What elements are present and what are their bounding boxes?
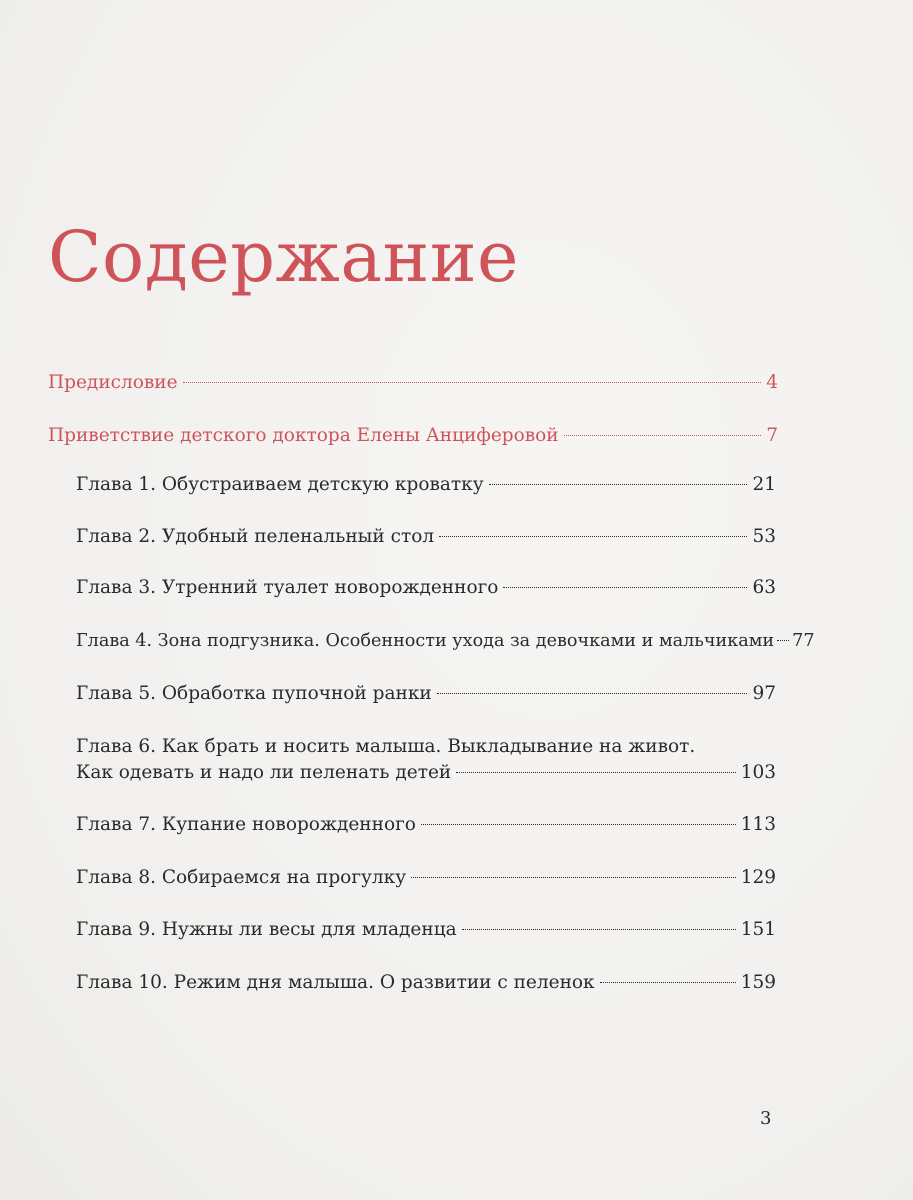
dot-leader: [421, 824, 736, 825]
dot-leader: [489, 484, 748, 485]
toc-entry-greeting[interactable]: [48, 424, 778, 448]
toc-entry-label: Глава 5. Обработка пупочной ранки: [76, 683, 432, 704]
toc-entry-chapter-9[interactable]: [76, 918, 776, 942]
toc-entry-label: Приветствие детского доктора Елены Анциферовой: [48, 425, 559, 446]
toc-entry-chapter-5[interactable]: [76, 682, 776, 706]
toc-entry-label: Глава 9. Нужны ли весы для младенца: [76, 919, 457, 940]
toc-entry-page: 159: [740, 972, 776, 993]
toc-entry-page: 97: [752, 683, 776, 704]
dot-leader: [564, 435, 762, 436]
dot-leader: [503, 587, 747, 588]
toc-entry-label: Глава 10. Режим дня малыша. О развитии с пеленок: [76, 972, 595, 993]
toc-entry-page: 129: [740, 867, 776, 888]
toc-entry-chapter-4[interactable]: [76, 629, 815, 653]
toc-entry-chapter-3[interactable]: [76, 576, 776, 600]
dot-leader: [462, 929, 736, 930]
toc-entry-chapter-8[interactable]: [76, 866, 776, 890]
toc-entry-label: Глава 2. Удобный пеленальный стол: [76, 526, 435, 547]
toc-entry-label: Глава 1. Обустраиваем детскую кроватку: [76, 474, 484, 495]
dot-leader: [437, 693, 748, 694]
toc-entry-label: Глава 3. Утренний туалет новорожденного: [76, 577, 499, 598]
toc-entry-page: 4: [766, 372, 778, 393]
toc-entry-label: Предисловие: [48, 372, 178, 393]
toc-entry-chapter-1[interactable]: [76, 473, 776, 497]
dot-leader: [183, 382, 762, 383]
toc-entry-page: 21: [752, 474, 776, 495]
toc-entry-chapter-7[interactable]: [76, 813, 776, 837]
dot-leader: [456, 772, 735, 773]
toc-entry-preface[interactable]: [48, 371, 778, 395]
toc-entry-chapter-6[interactable]: [76, 761, 776, 785]
toc-entry-chapter-6-line-1[interactable]: Глава 6. Как брать и носить малыша. Выкладывание на живот.: [76, 736, 696, 757]
toc-entry-page: 103: [740, 762, 776, 783]
dot-leader: [777, 640, 789, 641]
toc-entry-page: 151: [740, 919, 776, 940]
toc-entry-label: Глава 7. Купание новорожденного: [76, 814, 416, 835]
toc-entry-page: 63: [752, 577, 776, 598]
page-number: 3: [760, 1108, 772, 1129]
dot-leader: [411, 877, 736, 878]
toc-entry-label: Как одевать и надо ли пеленать детей: [76, 762, 452, 783]
toc-entry-chapter-10[interactable]: [76, 971, 776, 995]
toc-entry-page: 53: [752, 526, 776, 547]
toc-entry-label: Глава 4. Зона подгузника. Особенности ухода за девочками и мальчиками: [76, 631, 775, 651]
toc-entry-page: 7: [766, 425, 778, 446]
page-title: Содержание: [48, 216, 519, 298]
toc-entry-label: Глава 8. Собираемся на прогулку: [76, 867, 407, 888]
toc-entry-page: 77: [792, 631, 815, 651]
dot-leader: [600, 982, 736, 983]
toc-entry-chapter-2[interactable]: [76, 525, 776, 549]
toc-entry-page: 113: [740, 814, 776, 835]
dot-leader: [439, 536, 747, 537]
